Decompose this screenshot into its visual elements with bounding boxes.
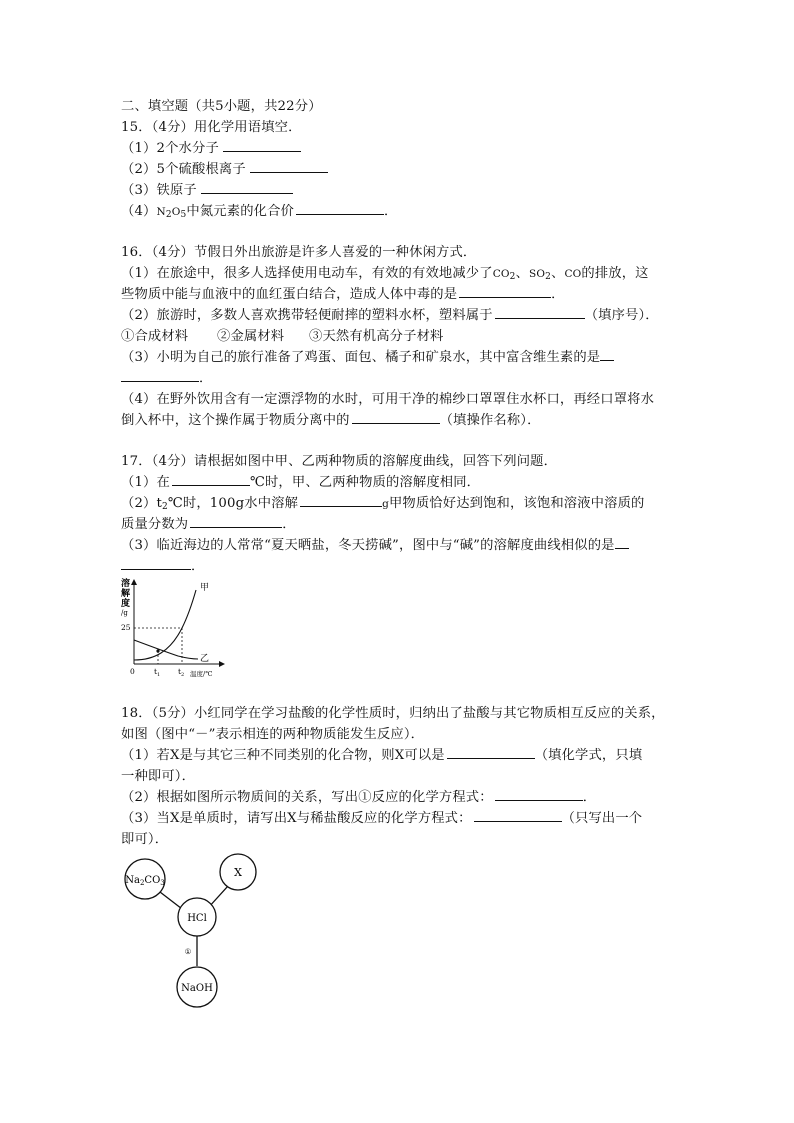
answer-blank-end[interactable] xyxy=(121,557,191,570)
curve-jia-label: 甲 xyxy=(200,583,210,593)
q17-part-1: （1）在 ℃时，甲、乙两种物质的溶解度相同． xyxy=(121,475,481,490)
q15-item-3: （3）铁原子 xyxy=(121,181,293,200)
q18-part-1-line-2: 一种即可）． xyxy=(121,769,196,784)
q16-part-1-line-2: 些物质中能与血液中的血红蛋白结合，造成人体中毒的是 ． xyxy=(121,287,565,302)
y-tick-label: 25 xyxy=(121,623,131,632)
q18-part-1: （1）若X是与其它三种不同类别的化合物，则X可以是 （填化学式，只填 xyxy=(121,748,643,763)
answer-blank[interactable] xyxy=(447,746,535,759)
section-heading: 二、填空题（共5小题，共22分） xyxy=(121,99,322,114)
q16-options xyxy=(121,327,443,346)
q17-part-3: （3）临近海边的人常常“夏天晒盐，冬天捞碱”，图中与“碱”的溶解度曲线相似的是 xyxy=(121,536,629,555)
reaction-diagram xyxy=(116,850,266,1010)
na2co3-label: $Na_2CO_3$ xyxy=(125,875,165,887)
option-3: ③天然有机高分子材料 xyxy=(309,329,444,344)
q15-item-1: （1）2个水分子 xyxy=(121,139,301,158)
q16-part-2: （2）旅游时，多数人喜欢携带轻便耐摔的塑料水杯，塑料属于 （填序号）． xyxy=(121,308,659,323)
x-axis-label: 温度/℃ xyxy=(190,670,213,678)
answer-blank[interactable] xyxy=(459,285,551,298)
intersection-point xyxy=(156,649,159,652)
q16-part-4-line-1: （4）在野外饮用含有一定漂浮物的水时，可用干净的棉纱口罩罩住水杯口，再经口罩将水 xyxy=(121,392,655,407)
q18-part-3-line-2: 即可）． xyxy=(121,832,169,847)
q18-part-3: （3）当X是单质时，请写出X与稀盐酸反应的化学方程式： （只写出一个 xyxy=(121,811,643,826)
q17-part-2: $(2)t_2℃$时，100g水中溶解 g甲物质恰好达到饱和，该饱和溶液中溶质的 xyxy=(121,496,645,512)
q17-part-3-continued: ． xyxy=(121,557,204,576)
option-2: ②金属材料 xyxy=(217,329,285,344)
q16-part-4-line-2: 倒入杯中，这个操作属于物质分离中的 （填操作名称）． xyxy=(121,413,541,428)
answer-blank[interactable] xyxy=(201,181,293,194)
t2-label: $t_2$ xyxy=(178,667,185,678)
answer-blank[interactable] xyxy=(172,473,250,486)
y-label-char-2: 解 xyxy=(121,589,131,599)
q15-item-2: （2）5个硫酸根离子 xyxy=(121,160,328,179)
curve-jia xyxy=(134,590,196,660)
q15-stem: 15．（4分）用化学用语填空． xyxy=(121,120,302,135)
origin-label: 0 xyxy=(130,667,135,676)
q15-item-4: $(4)N_2O_5$中氮元素的化合价 ． xyxy=(121,204,398,220)
naoh-label: NaOH xyxy=(181,983,213,994)
hcl-label: HCl xyxy=(187,913,207,924)
answer-blank[interactable] xyxy=(352,411,440,424)
y-label-char-3: 度 xyxy=(121,599,131,609)
answer-blank-start[interactable] xyxy=(615,536,629,549)
answer-blank[interactable] xyxy=(495,306,585,319)
answer-blank-end[interactable] xyxy=(121,369,199,382)
q16-part-3: （3）小明为自己的旅行准备了鸡蛋、面包、橘子和矿泉水，其中富含维生素的是 xyxy=(121,348,614,367)
answer-blank[interactable] xyxy=(296,202,384,215)
answer-blank[interactable] xyxy=(474,809,562,822)
curve-yi-label: 乙 xyxy=(200,654,210,664)
reaction-marker: ① xyxy=(184,947,192,956)
q18-line-1: 18．（5分）小红同学在学习盐酸的化学性质时，归纳出了盐酸与其它物质相互反应的关系， xyxy=(121,706,665,721)
x-label: X xyxy=(234,866,242,879)
solubility-graph xyxy=(118,576,232,680)
t1-label: $t_1$ xyxy=(154,667,161,678)
q18-line-2: 如图（图中“－”表示相连的两种物质能发生反应）． xyxy=(121,727,425,742)
answer-blank[interactable] xyxy=(300,494,382,507)
q16-part-1-line-1: （1）在旅途中，很多人选择使用电动车，有效的有效地减少了$CO_2$、$SO_2$、CO的排放，这 xyxy=(121,266,649,282)
answer-blank[interactable] xyxy=(190,515,282,528)
answer-blank[interactable] xyxy=(495,788,583,801)
option-1: ①合成材料 xyxy=(121,329,189,344)
q17-stem: 17．（4分）请根据如图中甲、乙两种物质的溶解度曲线，回答下列问题． xyxy=(121,454,558,469)
q17-part-2-line-2: 质量分数为 ． xyxy=(121,517,296,532)
y-unit: /g xyxy=(121,609,128,617)
y-label-char-1: 溶 xyxy=(121,579,131,589)
q16-part-3-continued: ． xyxy=(121,369,212,388)
q16-stem: 16．（4分）节假日外出旅游是许多人喜爱的一种休闲方式． xyxy=(121,245,477,260)
answer-blank[interactable] xyxy=(250,160,328,173)
q18-part-2: （2）根据如图所示物质间的关系，写出①反应的化学方程式： ． xyxy=(121,790,597,805)
answer-blank-start[interactable] xyxy=(600,348,614,361)
answer-blank[interactable] xyxy=(223,139,301,152)
